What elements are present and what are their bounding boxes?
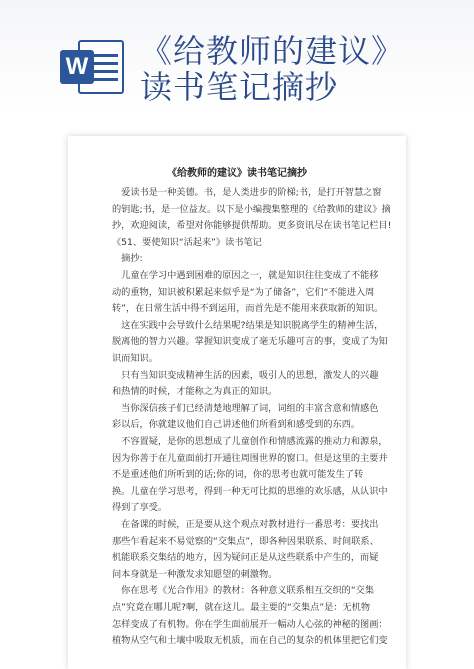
text-line: 因为你善于在儿童面前打开通往周围世界的窗口。但是这里的主要并 [112, 452, 388, 464]
text-line: 爱读书是一种美德。书，是人类进步的阶梯;书，是打开智慧之窗 [112, 187, 382, 198]
text-line: 不容置疑，是你的思想成了儿童创作和情感流露的推动力和源泉， [112, 436, 388, 447]
text-line: 和热情的时候，才能称之为真正的知识。 [112, 386, 278, 398]
banner-title-line1: 《给教师的建议》 [140, 32, 405, 70]
text-line: 儿童在学习中遇到困难的原因之一，就是知识往往变成了不能移 [112, 270, 379, 281]
banner-title-line2: 读书笔记摘抄 [140, 68, 339, 106]
text-line: 机能联系交集结的地方，因为疑问正是从这些联系中产生的，而疑 [112, 552, 379, 564]
text-line: 那些乍看起来不易觉察的“交集点”，即各种因果联系、时间联系、 [112, 535, 379, 547]
text-line: 抄，欢迎阅读，希望对你能够提供帮助。更多资讯尽在读书笔记栏目! [112, 220, 392, 232]
text-line: 问本身就是一种激发求知愿望的刺激物。 [112, 568, 278, 580]
text-line: 在备课的时候，正是要从这个观点对教材进行一番思考：要找出 [112, 519, 379, 530]
text-line: 不是重述他们所听到的话;你的词，你的思考也就可能发生了转 [112, 469, 364, 481]
text-line: 的钥匙;书，是一位益友。以下是小编搜集整理的《给教师的建议》摘 [112, 203, 391, 215]
text-line: 转”，在日常生活中得不到运用，而首先是不能用来获取新的知识。 [112, 303, 384, 315]
text-line: 摘抄: [112, 253, 143, 265]
text-line: 点”究竟在哪儿呢?啊，就在这儿。最主要的“交集点”是：无机物 [112, 602, 371, 613]
text-line: 动的重物，知识被积累起来似乎是“为了储备”，它们“不能进入周 [112, 286, 375, 298]
text-line: 脱离他的智力兴趣。掌握知识变成了毫无乐趣可言的事，变成了为知 [112, 336, 388, 348]
text-line: 《51、要使知识“活起来”》读书笔记 [112, 236, 262, 248]
document-page [68, 136, 406, 669]
text-line: 植物从空气和土壤中吸取无机质，而在自己的复杂的机体里把它们变 [112, 635, 388, 647]
text-line: 怎样变成了有机物。你在学生面前展开一幅动人心弦的神秘的图画： [112, 618, 388, 630]
text-line: 这在实践中会导致什么结果呢?结果是知识脱离学生的精神生活， [112, 319, 384, 331]
text-line: 识而知识。 [112, 353, 158, 364]
text-line: 当你深信孩子们已经清楚地理解了词，词组的丰富含意和情感色 [112, 402, 379, 414]
document-title: 《给教师的建议》读书笔记摘抄 [167, 168, 307, 179]
text-line: 彩以后，你就建议他们自己讲述他们所看到和感受到的东西。 [112, 419, 361, 431]
text-line: 换。儿童在学习思考，得到一种无可比拟的思维的欢乐感，从认识中 [112, 485, 388, 497]
header-banner [0, 0, 474, 112]
text-line: 得到了享受。 [112, 502, 168, 514]
text-line: 你在思考《光合作用》的教材：各种意义联系相互交织的“交集 [112, 585, 375, 597]
word-letter-icon: W [60, 50, 94, 84]
word-document-icon [60, 38, 126, 96]
text-line: 只有当知识变成精神生活的因素，吸引人的思想，激发人的兴趣 [112, 369, 379, 381]
